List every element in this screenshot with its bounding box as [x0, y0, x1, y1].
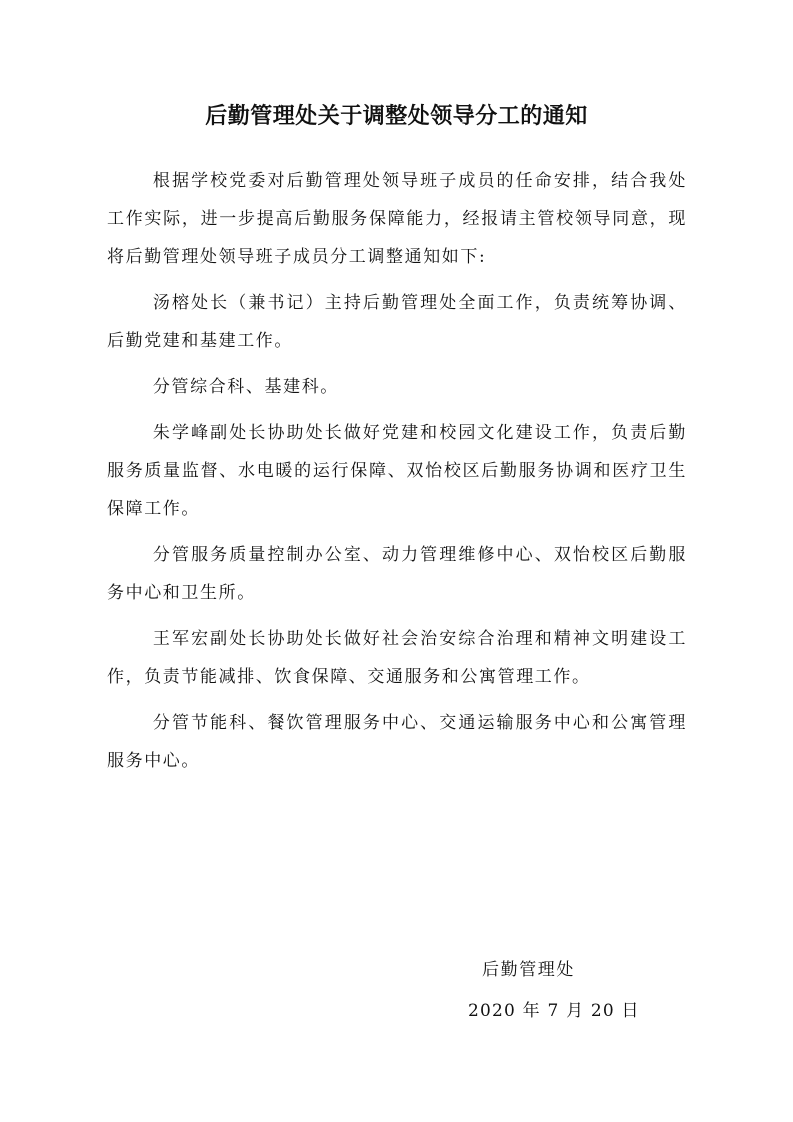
issuer-signature: 后勤管理处 [482, 960, 575, 980]
issue-date: 2020 年 7 月 20 日 [468, 1001, 640, 1021]
paragraph-deputy-zhu-duties: 朱学峰副处长协助处长做好党建和校园文化建设工作，负责后勤服务质量监督、水电暖的运行保障、双怡校区后勤服务协调和医疗卫生保障工作。 [107, 423, 687, 519]
paragraph-intro: 根据学校党委对后勤管理处领导班子成员的任命安排，结合我处工作实际，进一步提高后勤服务保障能力，经报请主管校领导同意，现将后勤管理处领导班子成员分工调整通知如下: [107, 171, 687, 267]
paragraph-director-duties: 汤榕处长（兼书记）主持后勤管理处全面工作，负责统筹协调、后勤党建和基建工作。 [107, 293, 687, 351]
document-body [107, 162, 687, 788]
paragraph-deputy-zhu-departments: 分管服务质量控制办公室、动力管理维修中心、双怡校区后勤服务中心和卫生所。 [107, 545, 687, 603]
paragraph-deputy-wang-duties: 王军宏副处长协助处长做好社会治安综合治理和精神文明建设工作，负责节能减排、饮食保障、交通服务和公寓管理工作。 [107, 629, 687, 687]
paragraph-director-departments: 分管综合科、基建科。 [152, 377, 339, 397]
paragraph-deputy-wang-departments: 分管节能科、餐饮管理服务中心、交通运输服务中心和公寓管理服务中心。 [107, 713, 687, 771]
document-title: 后勤管理处关于调整处领导分工的通知 [205, 103, 588, 129]
